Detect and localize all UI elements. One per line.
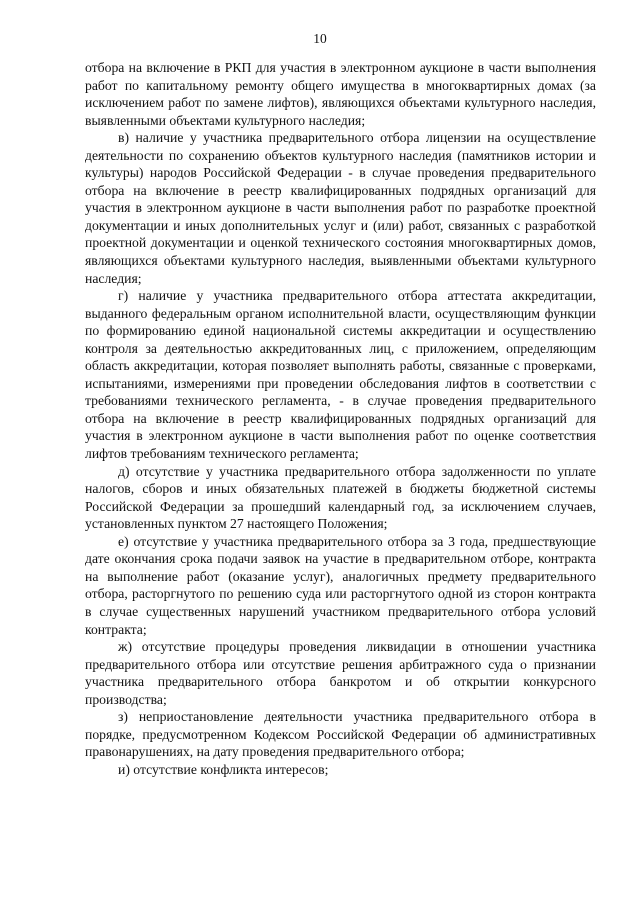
body-text [85,59,596,778]
paragraph-continuation: отбора на включение в РКП для участия в электронном аукционе в части выполнения работ по капитальному ремонту общего имущества в многоквартирных домах (за исключением работ по замене лифтов), являющихся объектами культурного наследия, выявленными объектами культурного наследия; [85,60,596,128]
paragraph-item-v: в) наличие у участника предварительного отбора лицензии на осуществление деятельности по сохранению объектов культурного наследия (памятников истории и культуры) народов Российской Федерации - в случае проведения предварительного отбора на включение в реестр квалифицированных подрядных организаций для участия в электронном аукционе в части выполнения работ по разработке проектной документации и иных дополнительных услуг и (или) работ, связанных с разработкой проектной документации и оценкой технического состояния многоквартирных домов, являющихся объектами культурного наследия, выявленными объектами культурного наследия; [85,130,596,286]
paragraph-item-zh: ж) отсутствие процедуры проведения ликвидации в отношении участника предварительного отбора или отсутствие решения арбитражного суда о признании участника предварительного отбора банкротом и об открытии конкурсного производства; [85,639,596,707]
paragraph-item-i: и) отсутствие конфликта интересов; [118,761,329,777]
page-number: 10 [313,31,327,46]
paragraph-item-g: г) наличие у участника предварительного отбора аттестата аккредитации, выданного федеральным органом исполнительной власти, осуществляющим функции по формированию единой национальной системы аккредитации и осуществлению контроля за деятельностью аккредитованных лиц, с приложением, определяющим область аккредитации, которая позволяет выполнять работы, связанные с проверками, испытаниями, измерениями при проведении обследования лифтов в соответствии с требованиями технического регламента, - в случае проведения предварительного отбора на включение в реестр квалифицированных подрядных организаций для участия в электронном аукционе в части выполнения работ по оценке соответствия лифтов требованиям технического регламента; [85,288,596,462]
paragraph-item-e: е) отсутствие у участника предварительного отбора за 3 года, предшествующие дате окончания срока подачи заявок на участие в предварительном отборе, контракта на выполнение работ (оказание услуг), аналогичных предмету предварительного отбора, расторгнутого по решению суда или расторгнутого одной из сторон контракта в случае существенных нарушений участником предварительного отбора условий контракта; [85,533,596,637]
paragraph-item-z: з) неприостановление деятельности участника предварительного отбора в порядке, предусмотренном Кодексом Российской Федерации об административных правонарушениях, на дату проведения предварительного отбора; [85,709,596,760]
paragraph-item-d: д) отсутствие у участника предварительного отбора задолженности по уплате налогов, сборов и иных обязательных платежей в бюджеты бюджетной системы Российской Федерации за прошедший календарный год, за исключением случаев, установленных пунктом 27 настоящего Положения; [85,463,596,532]
